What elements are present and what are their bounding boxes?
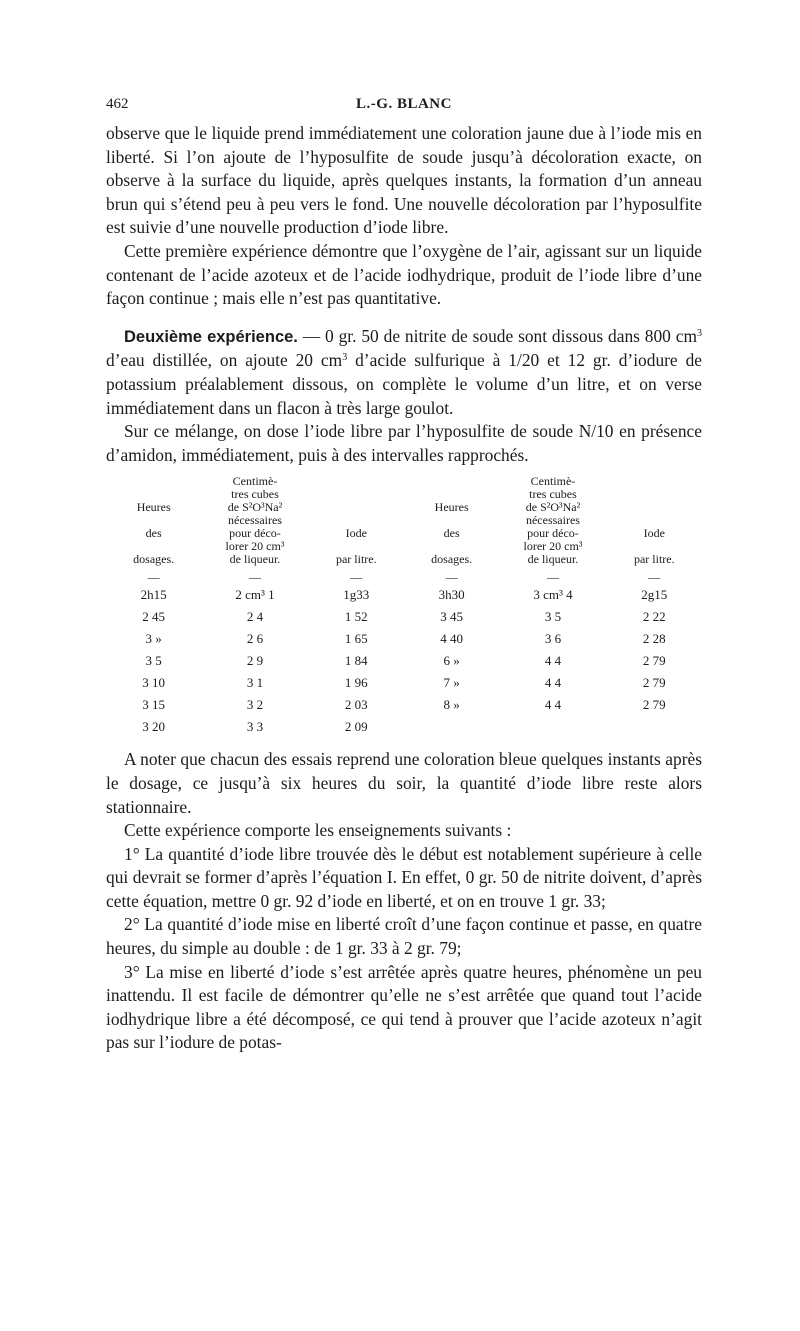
- dash: —: [648, 570, 661, 585]
- page: [106, 96, 702, 1055]
- table-row: [106, 650, 702, 672]
- section-heading: Deuxième expérience.: [124, 327, 298, 346]
- table-dash-row: [106, 566, 702, 584]
- dash: —: [147, 570, 160, 585]
- exp2-sup-b: 3: [342, 352, 348, 364]
- cell: 1 52: [344, 609, 368, 625]
- cell: 2 79: [642, 697, 666, 713]
- cell: [499, 716, 606, 738]
- cell: 1g33: [343, 587, 370, 603]
- cell: 1 65: [344, 631, 368, 647]
- cell: 2 45: [142, 609, 166, 625]
- cell: 4 40: [440, 631, 464, 647]
- paragraph-9: 3° La mise en liberté d’iode s’est arrêtée après quatre heures, phénomène un peu inattendu. Il est facile de démontrer qu’elle ne s’est arrêtée que quand tout l’acide iodhydrique libre a été décomposé, ce qui tend à prouver que l’acide azoteux n’agit pas sur l’iodure de potas-: [106, 961, 702, 1053]
- cell: 3 10: [142, 675, 166, 691]
- exp2-text-a: — 0 gr. 50 de nitrite de soude sont dissous dans 800 cm: [297, 325, 697, 346]
- cell: 6 »: [443, 653, 460, 669]
- cell: 3h30: [438, 587, 465, 603]
- table-row: [106, 628, 702, 650]
- header-iode-right: Iode par litre.: [633, 526, 675, 567]
- cell: [404, 716, 499, 738]
- cell: 3 1: [246, 675, 264, 691]
- cell: 2 79: [642, 675, 666, 691]
- cell: 4 4: [544, 697, 562, 713]
- cell: 1 84: [344, 653, 368, 669]
- table-row: [106, 672, 702, 694]
- cell: 8 »: [443, 697, 460, 713]
- paragraph-2: Cette première expérience démontre que l’oxygène de l’air, agissant sur un liquide contenant de l’acide azoteux et de l’acide iodhydrique, produit de l’iode libre d’une façon continue ; mais elle n’est pas quantitative.: [106, 240, 702, 309]
- cell: 2h15: [140, 587, 167, 603]
- paragraph-1: observe que le liquide prend immédiatement une coloration jaune due à l’iode mis en liberté. Si l’on ajoute de l’hyposulfite de soude jusqu’à décoloration exacte, on observe à la surface du liquide, après quelques instants, la formation d’un anneau brun qui s’étend peu à peu vers le fond. Une nouvelle décoloration par l’hyposulfite est suivie d’une nouvelle production d’iode libre.: [106, 123, 702, 238]
- cell: 2 cm³ 1: [235, 587, 275, 603]
- cell: 3 3: [246, 719, 264, 735]
- cell: 2 9: [246, 653, 264, 669]
- header-heures-left: Heures des dosages.: [133, 500, 175, 567]
- header-iode-left: Iode par litre.: [335, 526, 377, 567]
- cell: 2 09: [344, 719, 368, 735]
- paragraph-7: 1° La quantité d’iode libre trouvée dès le début est notablement supérieure à celle qui devrait se former d’après l’équation I. En effet, 0 gr. 50 de nitrite doivent, d’après cette équation, mettre 0 gr. 92 d’iode en liberté, et on en trouve 1 gr. 33;: [106, 843, 702, 911]
- cell: 3 6: [544, 631, 562, 647]
- cell: 2 28: [642, 631, 666, 647]
- cell: 1 96: [344, 675, 368, 691]
- header-heures-right: Heures des dosages.: [431, 500, 473, 567]
- exp2-sup-a: 3: [697, 327, 702, 339]
- dash: —: [445, 570, 458, 585]
- table-row: [106, 716, 702, 738]
- cell: 4 4: [544, 675, 562, 691]
- cell: 3 5: [544, 609, 562, 625]
- dash: —: [248, 570, 261, 585]
- page-number: 462: [106, 96, 129, 112]
- cell: 2 03: [344, 697, 368, 713]
- paragraph-5: A noter que chacun des essais reprend une coloration bleue quelques instants après le dosage, ce jusqu’à six heures du soir, la quantité d’iode libre reste alors stationnaire.: [106, 749, 702, 817]
- cell: 3 5: [145, 653, 162, 669]
- cell: 3 15: [142, 697, 166, 713]
- running-title: L.-G. BLANC: [356, 96, 452, 112]
- table-row: [106, 606, 702, 628]
- page-header: [106, 96, 702, 122]
- cell: 4 4: [544, 653, 562, 669]
- header-centimetres-left: Centimè- tres cubes de S²O³Na² nécessaires pour déco- lorer 20 cm³ de liqueur.: [225, 474, 285, 567]
- cell: 2 22: [642, 609, 666, 625]
- dash: —: [546, 570, 559, 585]
- cell: 2 4: [246, 609, 264, 625]
- cell: [607, 716, 702, 738]
- cell: 2g15: [641, 587, 668, 603]
- paragraph-8: 2° La quantité d’iode mise en liberté croît d’une façon continue et passe, en quatre heures, du simple au double : de 1 gr. 33 à 2 gr. 79;: [106, 914, 702, 959]
- paragraph-deuxieme-experience: [106, 325, 702, 420]
- exp2-text-b: d’eau distillée, on ajoute 20 cm: [106, 350, 343, 371]
- dash: —: [350, 570, 363, 585]
- cell: 3 20: [142, 719, 166, 735]
- dosage-table: [106, 475, 702, 738]
- cell: 7 »: [443, 675, 460, 691]
- cell: 3 45: [440, 609, 464, 625]
- cell: 2 79: [642, 653, 666, 669]
- cell: 3 cm³ 4: [533, 587, 573, 603]
- paragraph-6: Cette expérience comporte les enseignements suivants :: [124, 820, 512, 841]
- cell: 2 6: [246, 631, 264, 647]
- table-header-row: [106, 475, 702, 566]
- cell: 3 »: [145, 631, 162, 647]
- table-row: [106, 694, 702, 716]
- paragraph-4: Sur ce mélange, on dose l’iode libre par l’hyposulfite de soude N/10 en présence d’amidon, immédiatement, puis à des intervalles rapprochés.: [106, 421, 702, 465]
- header-centimetres-right: Centimè- tres cubes de S²O³Na² nécessaires pour déco- lorer 20 cm³ de liqueur.: [523, 474, 583, 567]
- cell: 3 2: [246, 697, 264, 713]
- table-row: [106, 584, 702, 606]
- exp2-text-c: d’acide sulfurique à 1/20 et 12 gr. d’iodure de potassium préalablement dissous, on complète le volume d’un litre, et on verse immédiatement dans un flacon à très large goulot.: [106, 350, 702, 418]
